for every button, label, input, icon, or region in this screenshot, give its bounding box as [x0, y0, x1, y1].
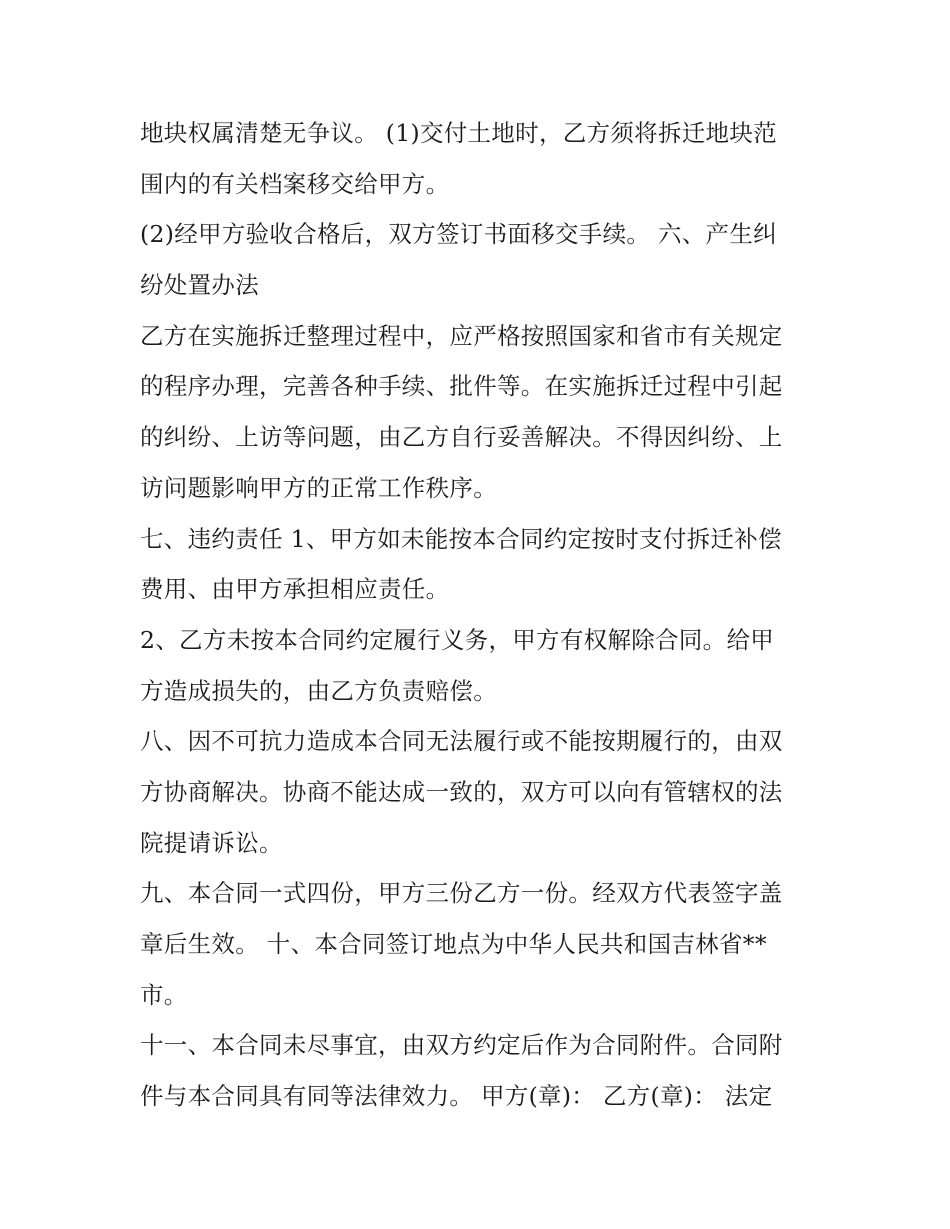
text-line: 纷处置办法 [140, 271, 259, 300]
text-line: 的纠纷、上访等问题，由乙方自行妥善解决。不得因纠纷、上 [140, 423, 783, 452]
text-line: 十一、本合同未尽事宜，由双方约定后作为合同附件。合同附 [140, 1031, 783, 1060]
text-line: 院提请诉讼。 [140, 828, 283, 857]
text-line: 地块权属清楚无争议。 (1)交付土地时，乙方须将拆迁地块范 [140, 119, 777, 147]
text-line: 方协商解决。协商不能达成一致的，双方可以向有管辖权的法 [140, 777, 783, 806]
text-line: 七、违约责任 1、甲方如未能按本合同约定按时支付拆迁补偿 [140, 524, 782, 553]
text-line: (2)经甲方验收合格后，双方签订书面移交手续。 六、产生纠 [140, 220, 777, 249]
text-line: 围内的有关档案移交给甲方。 [140, 169, 450, 198]
text-line: 八、因不可抗力造成本合同无法履行或不能按期履行的，由双 [140, 727, 783, 756]
text-line: 访问题影响甲方的正常工作秩序。 [140, 473, 497, 502]
text-line: 2、乙方未按本合同约定履行义务，甲方有权解除合同。给甲 [140, 625, 775, 654]
text-line: 件与本合同具有同等法律效力。 甲方(章)： 乙方(章)： 法定 [140, 1082, 773, 1111]
text-line: 乙方在实施拆迁整理过程中，应严格按照国家和省市有关规定 [140, 321, 783, 350]
text-line: 费用、由甲方承担相应责任。 [140, 575, 450, 604]
text-line: 的程序办理，完善各种手续、批件等。在实施拆迁过程中引起 [140, 372, 783, 401]
text-line: 方造成损失的，由乙方负责赔偿。 [140, 676, 497, 705]
text-line: 九、本合同一式四份，甲方三份乙方一份。经双方代表签字盖 [140, 879, 783, 908]
text-line: 章后生效。 十、本合同签订地点为中华人民共和国吉林省** [140, 930, 767, 958]
contract-text [140, 108, 820, 1122]
text-line: 市。 [140, 980, 188, 1009]
